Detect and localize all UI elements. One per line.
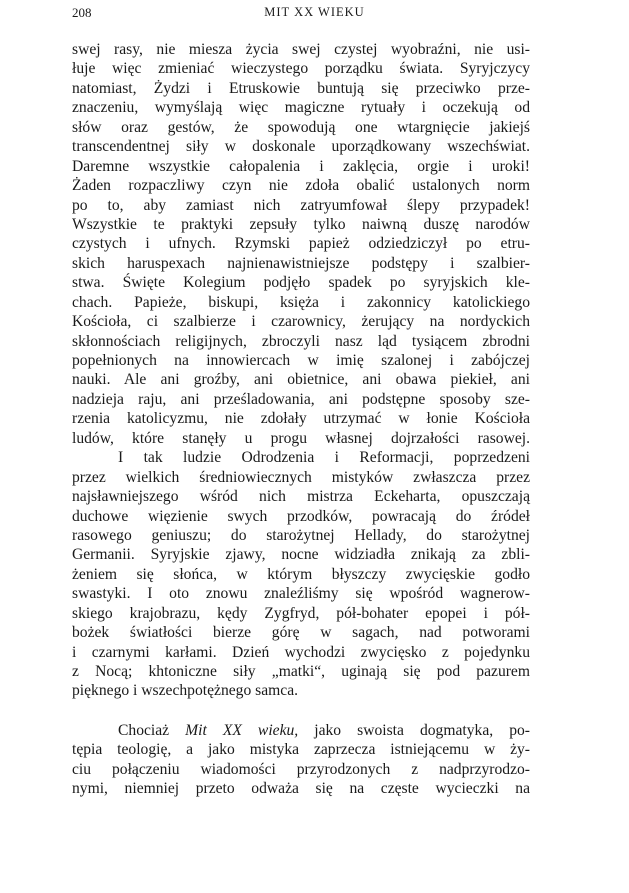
text-line: nauki. Ale ani groźby, ani obietnice, ani obawa piekieł, ani: [72, 371, 530, 389]
text-line: nadzieja raju, ani prześladowania, ani podstępne sposoby sze-: [72, 390, 530, 408]
text-line: natomiast, Żydzi i Etruskowie buntują się przeciwko prze-: [72, 79, 530, 97]
running-title: MIT XX WIEKU: [264, 5, 365, 19]
text: jako swoista dogmatyka, po-: [314, 721, 530, 739]
text-line: skłonnościach religijnych, zbroczyli nasz ląd tysiącem zbrodni: [72, 332, 530, 350]
text-line: swej rasy, nie miesza życia swej czystej wyobraźni, nie usi-: [72, 41, 530, 58]
text-line: łuje więc zmieniać wieczystego porządku świata. Syryjczycy: [72, 60, 530, 78]
text-line: znaczeniu, wymyślają więc magiczne rytuały i oczekują od: [72, 99, 530, 117]
book-title-italic: Mit XX wieku,: [185, 721, 299, 739]
text-line: nymi, niemniej przeto odważa się na częste wycieczki na: [72, 780, 530, 798]
text-line: po to, aby zamiast nich zatryumfował ślepy przypadek!: [72, 196, 530, 214]
paragraph-2: [72, 448, 530, 701]
text-line: skich haruspexach najnienawistniejsze podstępy i szalbier-: [72, 254, 530, 272]
text-line: popełnionych na innowiercach w imię szalonej i zabójczej: [72, 352, 530, 369]
text-line: Germanii. Syryjskie zjawy, nocne widziadła znikają za zbli-: [72, 546, 530, 564]
paragraph-1: [72, 40, 530, 448]
text-line: skiego krajobrazu, kędy Zygfryd, pół-bohater epopei i pół-: [72, 604, 530, 622]
text-line: [72, 721, 530, 740]
page-number: 208: [72, 5, 92, 20]
text-line: tępia teologię, a jako mistyka zaprzecza istniejącemu w ży-: [72, 741, 530, 759]
text-line: czystych i ufnych. Rzymski papież odziedziczył po etru-: [72, 235, 530, 253]
text-line: duchowe więzienie swych przodków, powracają do źródeł: [72, 507, 530, 525]
text-line: przez wielkich średniowiecznych mistyków zwłaszcza przez: [72, 468, 530, 486]
text-line: Żaden rozpaczliwy czyn nie zdoła obalić ustalonych norm: [72, 177, 530, 195]
text-line: ciu połączeniu wiadomości przyrodzonych z nadprzyrodzo-: [72, 760, 530, 778]
text-line: rzenia katolicyzmu, nie zdołały utrzymać w łonie Kościoła: [72, 410, 530, 428]
text-line: żeniem się słońca, w którym błyszczy zwycięskie godło: [72, 565, 530, 583]
text-line: najsławniejszego wśród nich mistrza Eckeharta, opuszczają: [72, 488, 530, 506]
text-line: i czarnymi karłami. Dzień wychodzi zwycięsko z pojedynku: [72, 643, 530, 661]
text-line: I tak ludzie Odrodzenia i Reformacji, poprzedzeni: [118, 449, 530, 467]
body-text: [72, 40, 530, 799]
text-line: Kościoła, ci szalbierze i czarownicy, żerujący na nordyckich: [72, 313, 530, 331]
text-line: ludów, które stanęły u progu własnej dojrzałości rasowej.: [72, 429, 530, 447]
text-line: chach. Papieże, biskupi, księża i zakonnicy katolickiego: [72, 293, 530, 311]
text-line: swastyki. I oto znowu znaleźliśmy się wpośród wagnerow-: [72, 585, 530, 603]
text-line: Daremne wszystkie całopalenia i zaklęcia, orgie i uroki!: [72, 157, 530, 175]
text: Chociaż: [118, 721, 170, 739]
text-line: pięknego i wszechpotężnego samca.: [72, 682, 299, 700]
paragraph-3: [72, 721, 530, 799]
text-line: rasowego geniuszu; do starożytnej Hellady, do starożytnej: [72, 526, 530, 544]
text-line: z Nocą; khtoniczne siły „matki“, uginają się pod pazurem: [72, 663, 530, 680]
text-line: transcendentnej siły w doskonale uporządkowany wszechświat.: [72, 138, 530, 156]
text-line: bożek światłości bierze górę w sagach, nad potworami: [72, 624, 530, 642]
text-line: Wszystkie te praktyki zepsuły tylko naiwną duszę narodów: [72, 215, 530, 233]
text-line: stwa. Święte Kolegium podjęło spadek po syryjskich kle-: [72, 274, 530, 292]
text-line: słów oraz gestów, że spowodują one wtargnięcie jakiejś: [72, 118, 530, 136]
